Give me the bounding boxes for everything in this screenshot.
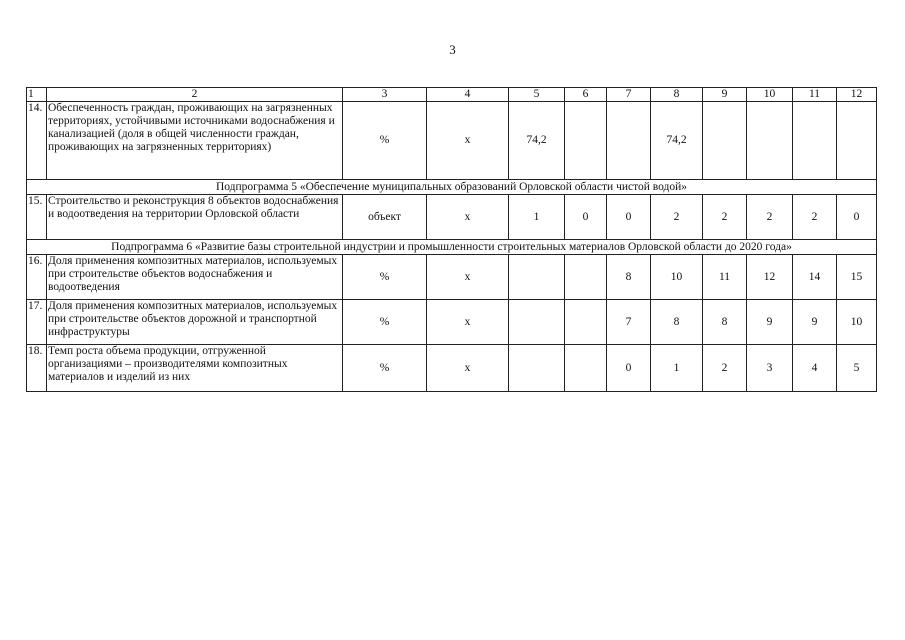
value-cell: 4 [793, 345, 837, 392]
value-cell: х [427, 345, 509, 392]
value-cell: 9 [747, 300, 793, 345]
value-cell [509, 255, 565, 300]
value-cell: х [427, 255, 509, 300]
value-cell: х [427, 195, 509, 240]
row-number: 18. [27, 345, 47, 392]
value-cell: 0 [565, 195, 607, 240]
indicator-name: Строительство и реконструкция 8 объектов водоснабжения и водоотведения на территории Орловской области [47, 195, 343, 240]
value-cell: 74,2 [651, 102, 703, 180]
table-row [27, 345, 877, 392]
header-row [27, 88, 877, 102]
header-cell: 8 [651, 88, 703, 102]
value-cell: 8 [607, 255, 651, 300]
value-cell [565, 255, 607, 300]
value-cell: % [343, 345, 427, 392]
value-cell: 7 [607, 300, 651, 345]
value-cell: 2 [703, 195, 747, 240]
header-cell: 3 [343, 88, 427, 102]
header-cell: 7 [607, 88, 651, 102]
value-cell: 8 [703, 300, 747, 345]
value-cell: 0 [837, 195, 877, 240]
value-cell: % [343, 300, 427, 345]
value-cell [747, 102, 793, 180]
value-cell: 12 [747, 255, 793, 300]
row-number: 15. [27, 195, 47, 240]
value-cell [565, 345, 607, 392]
value-cell: 10 [837, 300, 877, 345]
header-cell: 1 [27, 88, 47, 102]
value-cell: объект [343, 195, 427, 240]
value-cell [565, 300, 607, 345]
header-cell: 9 [703, 88, 747, 102]
value-cell: 9 [793, 300, 837, 345]
header-cell: 2 [47, 88, 343, 102]
row-number: 16. [27, 255, 47, 300]
subprogram-title: Подпрограмма 6 «Развитие базы строительной индустрии и промышленности строительных материалов Орловской области до 2020 года» [27, 240, 877, 255]
indicator-name: Темп роста объема продукции, отгруженной организациями – производителями композитных материалов и изделий из них [47, 345, 343, 392]
value-cell: 2 [651, 195, 703, 240]
header-cell: 6 [565, 88, 607, 102]
value-cell: 10 [651, 255, 703, 300]
value-cell: 0 [607, 345, 651, 392]
table-row [27, 255, 877, 300]
page-number: 3 [449, 42, 456, 57]
value-cell: 2 [793, 195, 837, 240]
indicator-name: Доля применения композитных материалов, используемых при строительстве объектов водоснабжения и водоотведения [47, 255, 343, 300]
indicator-name: Обеспеченность граждан, проживающих на загрязненных территориях, устойчивыми источниками водоснабжения и канализацией (доля в общей численности граждан, проживающих на загрязненных территориях) [47, 102, 343, 180]
value-cell: х [427, 300, 509, 345]
value-cell: 3 [747, 345, 793, 392]
value-cell [509, 345, 565, 392]
value-cell: % [343, 102, 427, 180]
value-cell [509, 300, 565, 345]
value-cell: % [343, 255, 427, 300]
value-cell: 2 [747, 195, 793, 240]
value-cell: 11 [703, 255, 747, 300]
value-cell: 14 [793, 255, 837, 300]
value-cell [837, 102, 877, 180]
header-cell: 4 [427, 88, 509, 102]
value-cell: 1 [509, 195, 565, 240]
value-cell: 0 [607, 195, 651, 240]
header-cell: 12 [837, 88, 877, 102]
value-cell [607, 102, 651, 180]
row-number: 17. [27, 300, 47, 345]
subprogram-title: Подпрограмма 5 «Обеспечение муниципальных образований Орловской области чистой водой» [27, 180, 877, 195]
table-row [27, 300, 877, 345]
value-cell: 74,2 [509, 102, 565, 180]
value-cell: 5 [837, 345, 877, 392]
value-cell [703, 102, 747, 180]
value-cell [565, 102, 607, 180]
table-body [27, 88, 877, 392]
value-cell: 8 [651, 300, 703, 345]
table-row [27, 102, 877, 180]
value-cell: 2 [703, 345, 747, 392]
value-cell [793, 102, 837, 180]
header-cell: 5 [509, 88, 565, 102]
indicator-name: Доля применения композитных материалов, используемых при строительстве объектов дорожной и транспортной инфраструктуры [47, 300, 343, 345]
table-row [27, 195, 877, 240]
header-cell: 11 [793, 88, 837, 102]
value-cell: х [427, 102, 509, 180]
value-cell: 15 [837, 255, 877, 300]
row-number: 14. [27, 102, 47, 180]
header-cell: 10 [747, 88, 793, 102]
subprogram-row [27, 240, 877, 255]
value-cell: 1 [651, 345, 703, 392]
subprogram-row [27, 180, 877, 195]
indicators-table [26, 87, 877, 392]
